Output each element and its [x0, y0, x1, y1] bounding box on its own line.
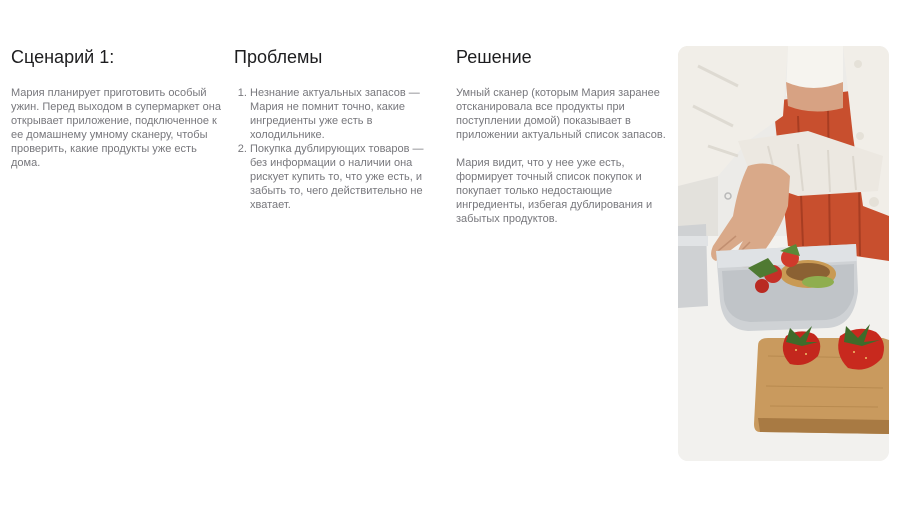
solution-column: [456, 46, 668, 240]
kitchen-photo-illustration: [678, 46, 889, 461]
kitchen-photo: [678, 46, 889, 461]
solution-paragraph: Умный сканер (которым Мария заранее отсканировала все продукты при поступлении домой) показывает в приложении актуальный список запасов.: [456, 87, 666, 141]
scenario-column: [11, 46, 225, 184]
problems-column: [234, 46, 442, 212]
problems-title: Проблемы: [234, 47, 323, 67]
solution-paragraph: Мария видит, что у нее уже есть, формирует точный список покупок и покупает только недостающие ингредиенты, избегая дублирования и забытых продуктов.: [456, 157, 653, 225]
scenario-text: Мария планирует приготовить особый ужин. Перед выходом в супермаркет она открывает приложение, подключенное к ее домашнему умному сканеру, чтобы проверить, какие продукты уже есть дома.: [11, 87, 221, 169]
problems-list: [234, 86, 442, 212]
problem-item: 2. Покупка дублирующих товаров — без информации о наличии она рискует купить то, что уже есть, и забыть то, чего действительно не хватает.: [250, 142, 442, 212]
problem-item: 1. Незнание актуальных запасов — Мария не помнит точно, какие ингредиенты уже есть в холодильнике.: [250, 86, 442, 142]
scenario-title: Сценарий 1:: [11, 47, 115, 67]
solution-title: Решение: [456, 47, 532, 67]
